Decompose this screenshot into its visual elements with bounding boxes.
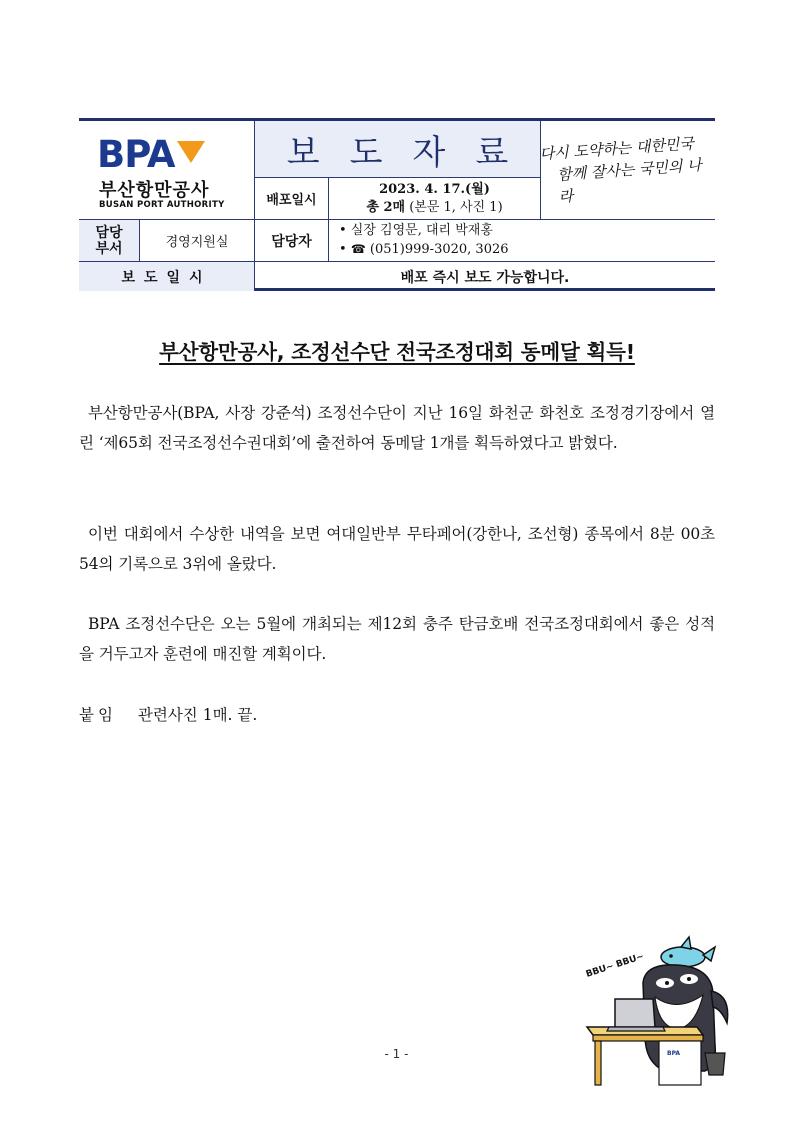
- distribution-label-cell: [254, 177, 328, 219]
- distribution-pages: [366, 199, 502, 217]
- attachment-text: 관련사진 1매. 끝.: [137, 706, 258, 724]
- department-name: 경영지원실: [165, 235, 229, 250]
- release-label: 보도일시: [121, 269, 212, 286]
- logo-cell: [79, 121, 254, 219]
- body-paragraph-1: 부산항만공사(BPA, 사장 강준석) 조정선수단이 지난 16일 화천군 화천호 조정경기장에서 열린 ‘제65회 전국조정선수권대회’에 출전하여 동메달 1개를 획득하였다고 밝혔다.: [79, 404, 715, 452]
- department-label-line1: 담당: [95, 224, 123, 241]
- distribution-date: 2023. 4. 17.(월): [379, 181, 490, 197]
- distribution-pages-total: 총 2매: [366, 199, 406, 215]
- distribution-label: 배포일시: [266, 193, 317, 208]
- mascot-speech: BBU~ BBU~: [585, 951, 646, 980]
- distribution-value-cell: [328, 177, 540, 219]
- department-label-cell: [79, 219, 139, 261]
- contact-persons: • 실장 김영문, 대리 박재홍: [339, 223, 493, 238]
- logo-name-english: BUSAN PORT AUTHORITY: [99, 200, 225, 210]
- document-title: 보도자료: [286, 132, 539, 173]
- logo-mark-text: BPA: [97, 133, 175, 176]
- body-paragraph-2: 이번 대회에서 수상한 내역을 보면 여대일반부 무타페어(강한나, 조선형) 종목에서 8분 00초 54의 기록으로 3위에 올랐다.: [79, 525, 715, 573]
- contact-bullet: •: [339, 242, 347, 257]
- release-value: 배포 즉시 보도 가능합니다.: [400, 269, 570, 286]
- attachment-note: [79, 700, 257, 730]
- slogan-line-1: 다시 도약하는 대한민국: [539, 134, 695, 164]
- title-cell: [254, 121, 540, 177]
- slogan-line-2: 함께 잘사는 국민의 나라: [556, 155, 703, 206]
- desk-badge: BPA: [667, 1050, 681, 1057]
- headline: 부산항만공사, 조정선수단 전국조정대회 동메달 획득!: [159, 340, 635, 364]
- department-label-line2: 부서: [95, 240, 123, 257]
- government-slogan: [539, 131, 717, 209]
- contact-label-cell: [254, 219, 328, 261]
- slogan-cell: [540, 121, 715, 219]
- logo-name-korean: 부산항만공사: [99, 180, 210, 201]
- dolphin-icon: [661, 937, 715, 967]
- contact-phone-line: [339, 240, 715, 259]
- orca-mascot-illustration: [585, 935, 735, 1095]
- distribution-pages-detail: (본문 1, 사진 1): [409, 199, 503, 215]
- contact-label: 담당자: [271, 233, 312, 250]
- body-paragraph-3: BPA 조정선수단은 오는 5월에 개최되는 제12회 충주 탄금호배 전국조정대회에서 좋은 성적을 거두고자 훈련에 매진할 계획이다.: [79, 615, 715, 663]
- page-number: - 1 -: [384, 1047, 409, 1061]
- attachment-label: 붙임: [79, 706, 117, 724]
- release-value-cell: [254, 261, 715, 291]
- contact-phone: (051)999-3020, 3026: [369, 242, 509, 257]
- logo-triangle-icon: [177, 141, 205, 163]
- release-label-cell: [79, 261, 254, 291]
- contact-value-cell: [328, 219, 715, 261]
- bpa-logo: [97, 135, 205, 175]
- press-release-header-table: [79, 118, 715, 291]
- department-value-cell: [139, 219, 254, 261]
- telephone-icon: ☎: [350, 242, 366, 256]
